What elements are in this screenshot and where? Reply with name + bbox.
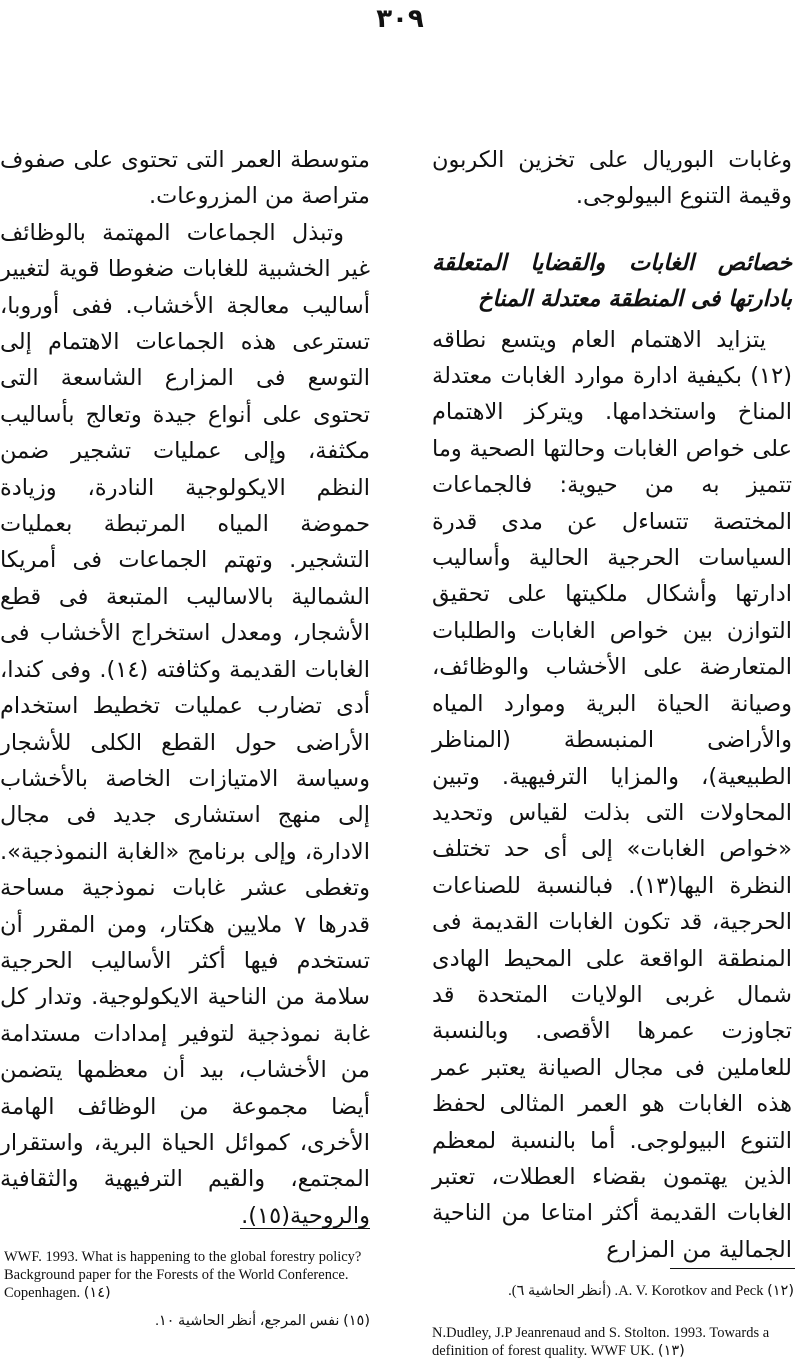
footnote-12 [432, 1282, 794, 1300]
left-column [0, 142, 370, 1234]
footnote-15-text: نفس المرجع، أنظر الحاشية ١٠. [155, 1313, 340, 1329]
section-heading: خصائص الغابات والقضايا المتعلقة بادارتها فى المنطقة معتدلة المناخ [432, 249, 792, 313]
footnote-divider-right [670, 1268, 795, 1269]
footnote-14 [4, 1248, 370, 1302]
right-main-paragraph: يتزايد الاهتمام العام ويتسع نطاقه (١٢) بكيفية ادارة موارد الغابات معتدلة المناخ واستخدامها. ويتركز الاهتمام على خواص الغابات وحالتها الصحية وما تتميز به من حيوية: فالجماعات المختصة تتساءل عن مدى قدرة السياسات الحرجية الحالية وأساليب ادارتها وأشكال ملكيتها على تحقيق التوازن بين خواص الغابات والطلبات المتعارضة على الأخشاب والوظائف، وصيانة الحياة البرية وموارد المياه والأراضى المنبسطة (المناظر الطبيعية)، والمزايا الترفيهية. وتبين المحاولات التى بذلت لقياس وتحديد «خواص الغابات» إلى أى حد تختلف النظرة اليها(١٣). فبالنسبة للصناعات الحرجية، قد تكون الغابات القديمة فى المنطقة الواقعة على المحيط الهادى شمال غربى الولايات المتحدة قد تجاوزت عمرها الأقصى. وبالنسبة للعاملين فى مجال الصيانة يعتبر عمر هذه الغابات هو العمر المثالى لحفظ التنوع البيولوجى. أما بالنسبة لمعظم الذين يهتمون بقضاء العطلات، تعتبر الغابات القديمة أكثر امتاعا من الناحية الجمالية من المزارع [432, 326, 792, 1263]
footnote-12-text: A. V. Korotkov and Peck. (أنظر الحاشية ٦). [508, 1283, 764, 1299]
footnote-12-number: (١٢) [767, 1283, 794, 1299]
footnote-15 [4, 1312, 370, 1330]
footnote-15-number: (١٥) [343, 1313, 370, 1329]
page-number: ٣٠٩ [376, 4, 424, 34]
footnote-13-text: N.Dudley, J.P Jeanrenaud and S. Stolton. 1993. Towards a definition of forest quality. WWF UK. [432, 1325, 770, 1359]
footnote-divider-left [240, 1228, 370, 1229]
right-intro-paragraph: وغابات البوريال على تخزين الكربون وقيمة التنوع البيولوجى. [432, 147, 792, 210]
footnote-13 [432, 1324, 794, 1360]
footnote-14-number: (١٤) [83, 1285, 111, 1301]
footnote-14-text: WWF. 1993. What is happening to the global forestry policy? Background paper for the Forests of the World Conference. Copenhagen. [4, 1249, 362, 1301]
right-column [432, 142, 792, 1268]
left-main-paragraph: وتبذل الجماعات المهتمة بالوظائف غير الخشبية للغابات ضغوطا قوية لتغيير أساليب معالجة الأخشاب. ففى أوروبا، تسترعى هذه الجماعات الاهتمام إلى التوسع فى المزارع الشاسعة التى تحتوى على أنواع جيدة وتعالج بأساليب مكثفة، وإلى عمليات تشجير ضمن النظم الايكولوجية النادرة، وزيادة حموضة المياه المرتبطة بعمليات التشجير. وتهتم الجماعات فى أمريكا الشمالية بالاساليب المتبعة فى قطع الأشجار، ومعدل استخراج الأخشاب فى الغابات القديمة وكثافته (١٤). وفى كندا، أدى تضارب عمليات تخطيط استخدام الأراضى حول القطع الكلى للأشجار وسياسة الامتيازات الخاصة بالأخشاب إلى منهج استشارى جديد فى مجال الادارة، وإلى برنامج «الغابة النموذجية». وتغطى عشر غابات نموذجية مساحة قدرها ٧ ملايين هكتار، ومن المقرر أن تستخدم فيها أكثر الأساليب الحرجية سلامة من الناحية الايكولوجية. وتدار كل غابة نموذجية لتوفير إمدادات مستدامة من الأخشاب، بيد أن معظمها يتضمن أيضا مجموعة من الوظائف الهامة الأخرى، كموائل الحياة البرية، واستقرار المجتمع، والقيم الترفيهية والثقافية والروحية(١٥). [0, 219, 370, 1229]
footnote-13-number: (١٣) [657, 1343, 685, 1359]
left-continued-paragraph: متوسطة العمر التى تحتوى على صفوف متراصة من المزروعات. [0, 147, 370, 210]
